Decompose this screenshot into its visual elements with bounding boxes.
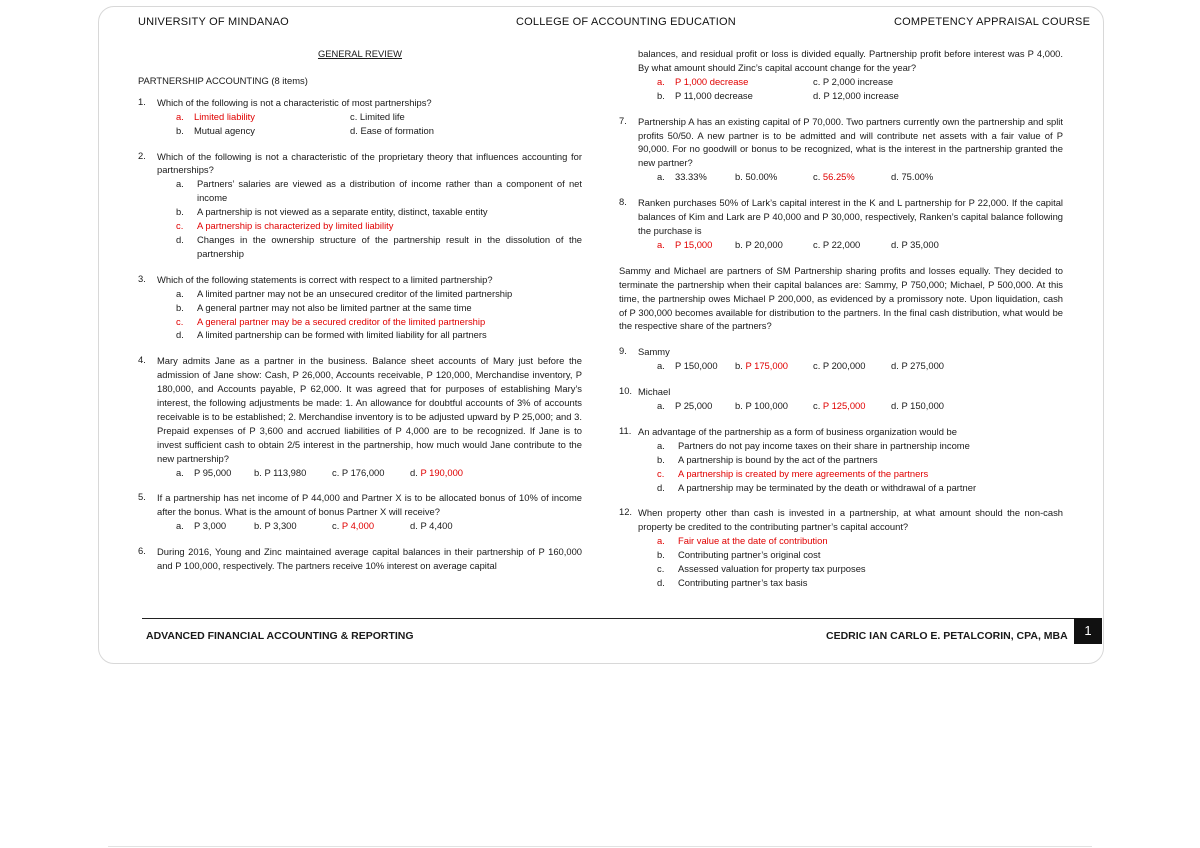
left-column <box>138 47 582 585</box>
option-b: b. A general partner may not also be limited partner at the same time <box>176 301 472 313</box>
question-text: Partnership A has an existing capital of P 70,000. Two partners currently own the partnership and split profits 50/50. A new partner is to be admitted and will contribute net assets with a fair value of P 90,000. For no goodwill or bonus to be recognized, what is the interest in the partnership granted the new partner? <box>638 115 1063 169</box>
option-b: b. P 20,000 <box>735 238 783 250</box>
question-text: An advantage of the partnership as a form of business organization would be <box>638 425 957 437</box>
question-2 <box>138 150 582 261</box>
question-text: If a partnership has net income of P 44,000 and Partner X is to be allocated bonus of 10% of income after the bonus. What is the amount of bonus Partner X will receive? <box>157 492 582 518</box>
answer-correct: P 4,000 <box>341 520 375 532</box>
header-university: UNIVERSITY OF MINDANAO <box>138 16 289 28</box>
option-a: a. P 95,000 <box>176 466 232 478</box>
answer-correct: P 190,000 <box>420 466 464 478</box>
question-number: 6. <box>138 545 146 557</box>
option-b: b. P 3,300 <box>254 520 297 532</box>
question-4 <box>138 354 582 479</box>
option-c: c. 56.25% <box>813 171 855 183</box>
question-number: 1. <box>138 95 146 107</box>
option-c-answer: c. A general partner may be a secured creditor of the limited partnership <box>176 315 486 327</box>
option-b: b. 50.00% <box>735 171 778 183</box>
answer-correct: P 125,000 <box>822 400 866 412</box>
option-c: c. P 22,000 <box>813 238 861 250</box>
option-d: d. 75.00% <box>891 171 934 183</box>
footer-author: CEDRIC IAN CARLO E. PETALCORIN, CPA, MBA <box>826 630 1068 642</box>
answer-correct: Limited liability <box>194 110 255 122</box>
option-a: a. P 150,000 <box>657 360 718 372</box>
question-text: Sammy <box>638 346 670 358</box>
option-d: d. P 4,400 <box>410 520 453 532</box>
question-8 <box>619 196 1063 252</box>
question-9 <box>619 345 1063 373</box>
question-number: 9. <box>619 345 627 357</box>
option-c-answer: c. A partnership is created by mere agreements of the partners <box>657 467 929 479</box>
question-number: 11. <box>619 424 632 436</box>
option-c: c. P 2,000 increase <box>813 75 894 87</box>
next-page-edge <box>108 846 1092 847</box>
option-d: d. P 275,000 <box>891 360 945 372</box>
answer-correct: 56.25% <box>822 171 855 183</box>
option-a: a. Partners do not pay income taxes on their share in partnership income <box>657 439 970 451</box>
footer-course-title: ADVANCED FINANCIAL ACCOUNTING & REPORTING <box>146 630 414 642</box>
header-college: COLLEGE OF ACCOUNTING EDUCATION <box>516 16 736 28</box>
question-1 <box>138 96 582 138</box>
option-b: b. P 11,000 decrease <box>657 89 753 101</box>
question-text: Ranken purchases 50% of Lark’s capital interest in the K and L partnership for P 22,000. If the capital balances of Kim and Lark are P 40,000 and P 30,000, respectively, Ranken’s capital balance following the purchase is <box>638 197 1063 236</box>
question-text: Which of the following is not a characteristic of the proprietary theory that influences accounting for partnerships? <box>157 150 582 176</box>
question-6 <box>138 545 582 573</box>
footer-rule <box>142 618 1074 619</box>
option-a: a. 33.33% <box>657 171 707 183</box>
option-b: b. P 100,000 <box>735 400 789 412</box>
option-a: a. P 15,000 <box>657 238 713 250</box>
doc-subtitle: PARTNERSHIP ACCOUNTING (8 items) <box>138 74 308 86</box>
option-c: c. P 125,000 <box>813 400 866 412</box>
option-b: b. P 113,980 <box>254 466 307 478</box>
scenario-paragraph: Sammy and Michael are partners of SM Partnership sharing profits and losses equally. They decided to terminate the partnership when their capital balances are: Sammy, P 750,000; Michael, P 500,000. At this time, the partnership owes Michael P 200,000, as evidenced by a promissory note. Upon liquidation, cash of P 300,000 becomes available for distribution to the partners. In the final cash distribution, what would be the respective share of the partners? <box>619 264 1063 332</box>
question-number: 10. <box>619 385 633 397</box>
option-a: a. A limited partner may not be an unsecured creditor of the limited partnership <box>176 287 513 299</box>
question-text: Michael <box>638 386 671 398</box>
question-text: During 2016, Young and Zinc maintained average capital balances in their partnership of P 160,000 and P 100,000, respectively. The partners receive 10% interest on average capital <box>157 546 582 572</box>
option-c: c. P 4,000 <box>332 520 375 532</box>
option-c: c. P 176,000 <box>332 466 385 478</box>
option-d: d. P 12,000 increase <box>813 89 899 101</box>
question-number: 5. <box>138 491 146 503</box>
question-number: 8. <box>619 196 627 208</box>
question-number: 4. <box>138 354 146 366</box>
question-12 <box>619 506 1063 589</box>
answer-correct: P 1,000 decrease <box>675 75 749 87</box>
option-d: d. P 35,000 <box>891 238 939 250</box>
option-a: a. P 25,000 <box>657 400 713 412</box>
option-b: b. P 175,000 <box>735 360 789 372</box>
option-b: b. Contributing partner’s original cost <box>657 549 821 561</box>
right-column <box>619 47 1063 602</box>
option-d: d. A limited partnership can be formed with limited liability for all partners <box>176 329 487 341</box>
option-d: d. Ease of formation <box>350 124 434 136</box>
question-10 <box>619 385 1063 413</box>
question-number: 2. <box>138 149 146 161</box>
option-c: c. Limited life <box>350 110 405 122</box>
option-d: d. Contributing partner’s tax basis <box>657 577 808 588</box>
question-11 <box>619 425 1063 495</box>
option-b: b. Mutual agency <box>176 124 255 136</box>
header-course: COMPETENCY APPRAISAL COURSE <box>894 16 1091 28</box>
question-text: Which of the following is not a characteristic of most partnerships? <box>157 96 432 108</box>
option-c: c. P 200,000 <box>813 360 866 372</box>
option-d: d. P 190,000 <box>410 466 464 478</box>
option-a-answer: a. Fair value at the date of contribution <box>657 535 828 547</box>
option-b: b. A partnership is not viewed as a separate entity, distinct, taxable entity <box>176 206 488 218</box>
answer-correct: P 15,000 <box>675 238 713 250</box>
question-number: 3. <box>138 272 146 284</box>
question-5 <box>138 491 582 533</box>
question-3 <box>138 273 582 343</box>
option-b: b. A partnership is bound by the act of the partners <box>657 453 878 465</box>
option-a: a. P 1,000 decrease <box>657 75 749 87</box>
question-text: Mary admits Jane as a partner in the business. Balance sheet accounts of Mary just before the admission of Jane show: Cash, P 26,000, Accounts receivable, P 120,000, Merchandise inventory, P 180,000, and Accounts payable, P 62,000. It was agreed that for purposes of establishing Mary’s interest, the following adjustments be made: 1. An allowance for doubtful accounts of 3% of accounts receivable is to be established; 2. Merchandise inventory is to be adjusted upward by P 25,000; and 3. Prepaid expenses of P 3,600 and accrued liabilities of P 4,000 are to be recognized. If Jane is to invest sufficient cash to obtain 2/5 interest in the partnership, how much would Jane contribute to the new partnership? <box>157 355 582 464</box>
option-d: d. Changes in the ownership structure of the partnership result in the dissolution of the partnership <box>176 233 582 259</box>
question-text: Which of the following statements is correct with respect to a limited partnership? <box>157 273 493 285</box>
option-d: d. P 150,000 <box>891 400 945 412</box>
answer-correct: P 175,000 <box>745 360 789 372</box>
option-d: d. A partnership may be terminated by the death or withdrawal of a partner <box>657 481 977 493</box>
question-number: 7. <box>619 114 627 126</box>
option-a: a. P 3,000 <box>176 520 227 532</box>
doc-title: GENERAL REVIEW <box>317 48 403 59</box>
question-text-continued: balances, and residual profit or loss is divided equally. Partnership profit before interest was P 4,000. By what amount should Zinc’s capital account change for the year? <box>638 48 1063 73</box>
question-text: When property other than cash is invested in a partnership, at what amount should the non-cash property be credited to the contributing partner’s capital account? <box>638 507 1063 533</box>
option-a: a. Partners’ salaries are viewed as a distribution of income rather than a component of net income <box>176 178 582 204</box>
option-c-answer: c. A partnership is characterized by limited liability <box>176 220 394 232</box>
question-7 <box>619 115 1063 185</box>
option-c: c. Assessed valuation for property tax purposes <box>657 563 866 575</box>
question-number: 12. <box>619 506 633 518</box>
page-number: 1 <box>1074 618 1102 644</box>
option-a: a. Limited liability <box>176 110 255 122</box>
question-6-continued <box>619 47 1063 103</box>
